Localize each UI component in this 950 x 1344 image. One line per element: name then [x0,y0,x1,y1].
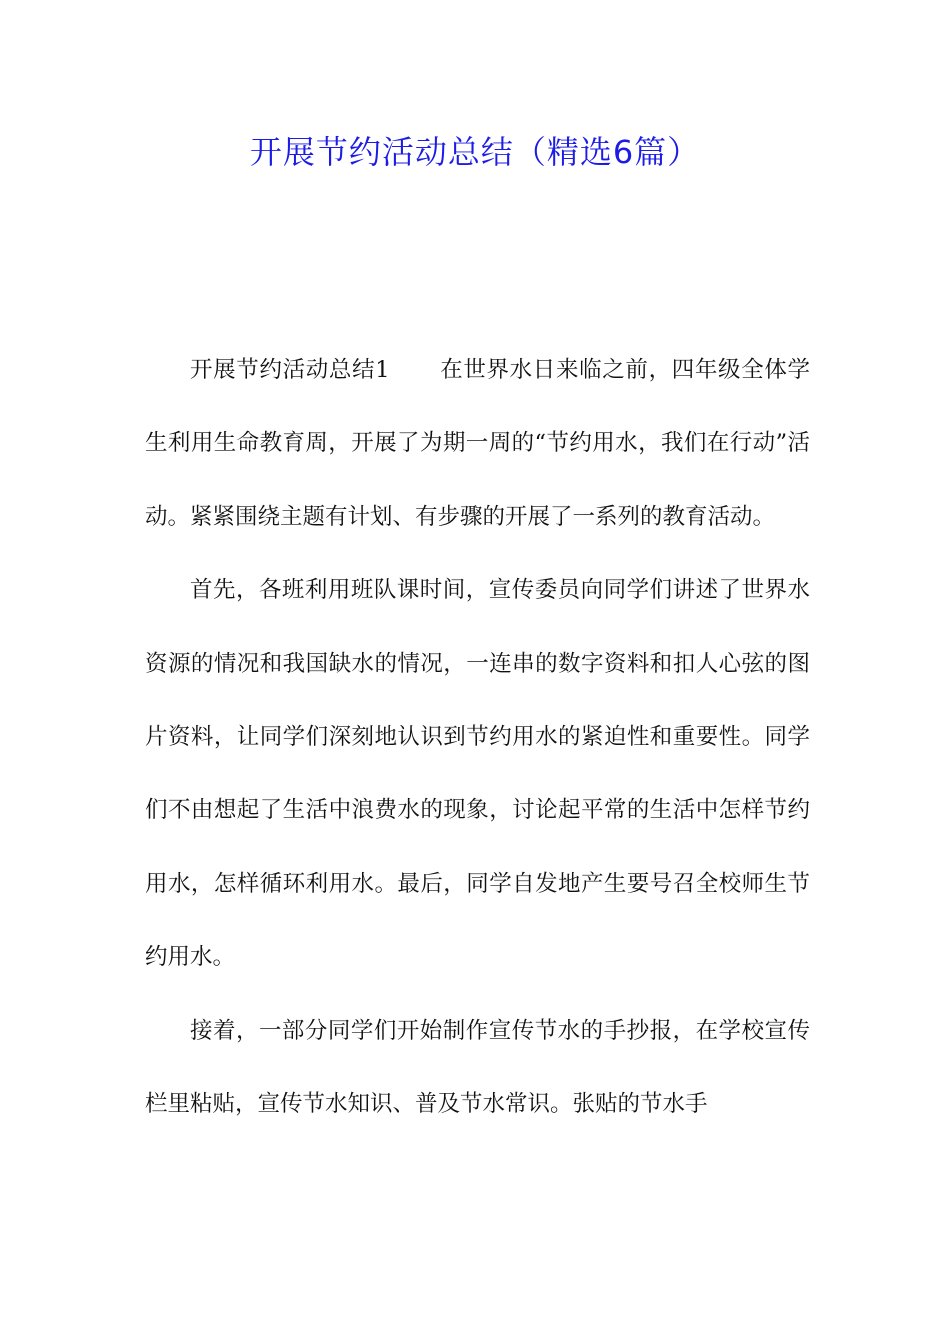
paragraph-3: 接着，一部分同学们开始制作宣传节水的手抄报，在学校宣传栏里粘贴，宣传节水知识、普及节水常识。张贴的节水手 [145,1017,810,1118]
paragraph-2: 首先，各班利用班队课时间，宣传委员向同学们讲述了世界水资源的情况和我国缺水的情况，一连串的数字资料和扣人心弦的图片资料，让同学们深刻地认识到节约用水的紧迫性和重要性。同学们不由想起了生活中浪费水的现象，讨论起平常的生活中怎样节约用水，怎样循环利用水。最后，同学自发地产生要号召全校师生节约用水。 [145,577,810,971]
document-body [145,334,810,1141]
section-heading: 开展节约活动总结1 [190,357,390,383]
document-title: 开展节约活动总结（精选6篇） [249,133,701,171]
paragraph-1-text: 在世界水日来临之前，四年级全体学生利用生命教育周，开展了为期一周的“节约用水，我们在行动”活动。紧紧围绕主题有计划、有步骤的开展了一系列的教育活动。 [145,357,810,530]
paragraph-1 [145,334,810,554]
